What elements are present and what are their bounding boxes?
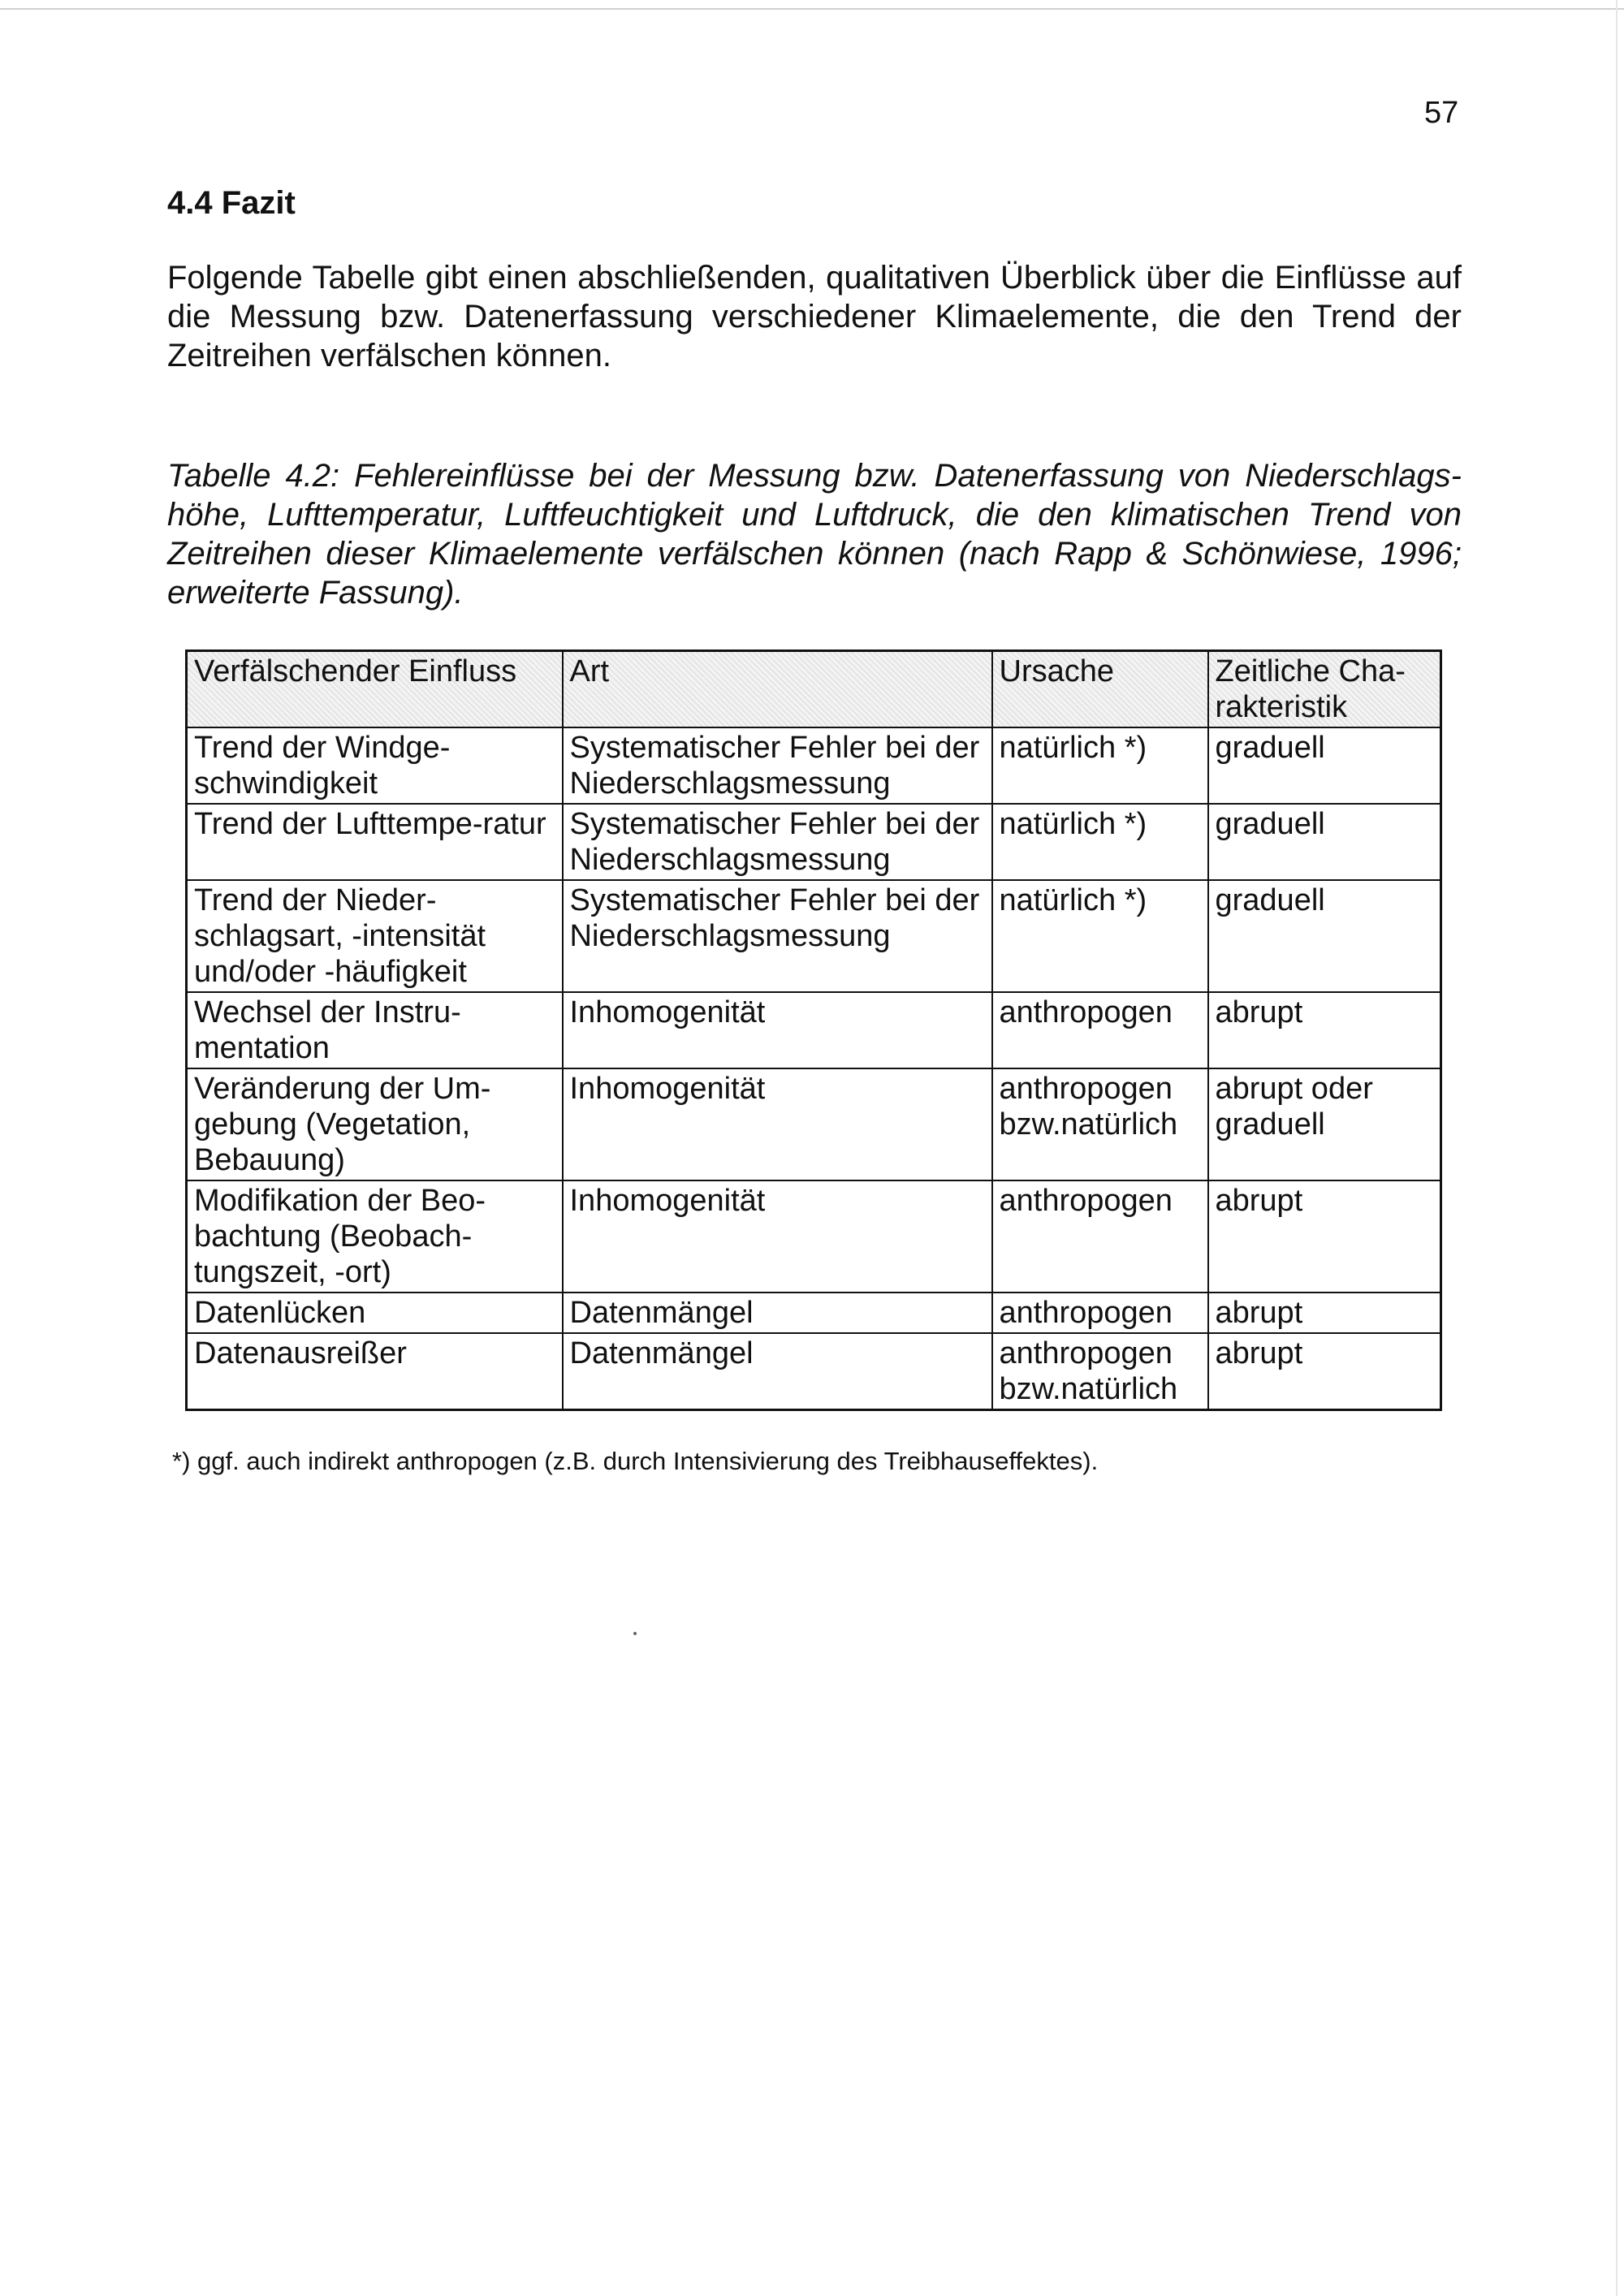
cell-type: Systematischer Fehler bei der Niederschlagsmessung xyxy=(563,727,992,804)
cell-characteristic: graduell xyxy=(1208,727,1441,804)
header-temporal-characteristic: Zeitliche Cha-rakteristik xyxy=(1208,651,1441,728)
cell-cause: natürlich *) xyxy=(992,804,1208,880)
cell-influence: Modifikation der Beo-bachtung (Beobach-tungszeit, -ort) xyxy=(187,1180,563,1293)
scan-border-right xyxy=(1616,0,1618,2296)
cell-cause: anthropogen xyxy=(992,1180,1208,1293)
cell-type: Inhomogenität xyxy=(563,1068,992,1180)
intro-paragraph: Folgende Tabelle gibt einen abschließenden, qualitativen Überblick über die Einflüsse auf die Messung bzw. Datenerfassung verschiedener Klimaelemente, die den Trend der Zeitreihen verfälschen können. xyxy=(167,260,1462,373)
scan-speck xyxy=(633,1632,637,1635)
cell-influence: Trend der Windge-schwindigkeit xyxy=(187,727,563,804)
cell-characteristic: abrupt xyxy=(1208,1293,1441,1333)
cell-characteristic: abrupt xyxy=(1208,992,1441,1068)
page-number: 57 xyxy=(1424,96,1459,130)
cell-type: Systematischer Fehler bei der Niederschlagsmessung xyxy=(563,804,992,880)
scan-border-top xyxy=(0,8,1624,10)
cell-characteristic: abrupt oder graduell xyxy=(1208,1068,1441,1180)
table-header-row xyxy=(187,651,1441,728)
cell-influence: Wechsel der Instru-mentation xyxy=(187,992,563,1068)
cell-characteristic: graduell xyxy=(1208,880,1441,992)
table-row xyxy=(187,992,1441,1068)
header-cause: Ursache xyxy=(992,651,1208,728)
cell-influence: Datenausreißer xyxy=(187,1333,563,1410)
cell-type: Datenmängel xyxy=(563,1293,992,1333)
cell-type: Inhomogenität xyxy=(563,1180,992,1293)
table-row xyxy=(187,804,1441,880)
table-footnote: *) ggf. auch indirekt anthropogen (z.B. durch Intensivierung des Treibhauseffektes). xyxy=(172,1447,1099,1475)
cell-type: Systematischer Fehler bei der Niederschlagsmessung xyxy=(563,880,992,992)
table-row xyxy=(187,1293,1441,1333)
influence-table xyxy=(185,650,1442,1411)
cell-characteristic: abrupt xyxy=(1208,1333,1441,1410)
cell-influence: Trend der Lufttempe-ratur xyxy=(187,804,563,880)
cell-cause: natürlich *) xyxy=(992,880,1208,992)
table-row xyxy=(187,1180,1441,1293)
cell-cause: anthropogen bzw.natürlich xyxy=(992,1333,1208,1410)
cell-influence: Veränderung der Um-gebung (Vegetation, Bebauung) xyxy=(187,1068,563,1180)
cell-cause: anthropogen bzw.natürlich xyxy=(992,1068,1208,1180)
cell-cause: anthropogen xyxy=(992,1293,1208,1333)
table-row xyxy=(187,1333,1441,1410)
cell-influence: Trend der Nieder-schlagsart, -intensität und/oder -häufigkeit xyxy=(187,880,563,992)
cell-characteristic: graduell xyxy=(1208,804,1441,880)
cell-characteristic: abrupt xyxy=(1208,1180,1441,1293)
cell-cause: natürlich *) xyxy=(992,727,1208,804)
table-row xyxy=(187,1068,1441,1180)
cell-cause: anthropogen xyxy=(992,992,1208,1068)
table-caption: Tabelle 4.2: Fehlereinflüsse bei der Messung bzw. Datenerfassung von Niederschlags-höhe, Lufttemperatur, Luftfeuchtigkeit und Luftdruck, die den klimatischen Trend von Zeitreihen dieser Klimaelemente verfälschen können (nach Rapp & Schönwiese, 1996; erweiterte Fassung). xyxy=(167,458,1462,611)
header-type: Art xyxy=(563,651,992,728)
cell-influence: Datenlücken xyxy=(187,1293,563,1333)
table-row xyxy=(187,727,1441,804)
header-influence: Verfälschender Einfluss xyxy=(187,651,563,728)
table-row xyxy=(187,880,1441,992)
cell-type: Inhomogenität xyxy=(563,992,992,1068)
section-heading: 4.4 Fazit xyxy=(167,185,296,221)
cell-type: Datenmängel xyxy=(563,1333,992,1410)
